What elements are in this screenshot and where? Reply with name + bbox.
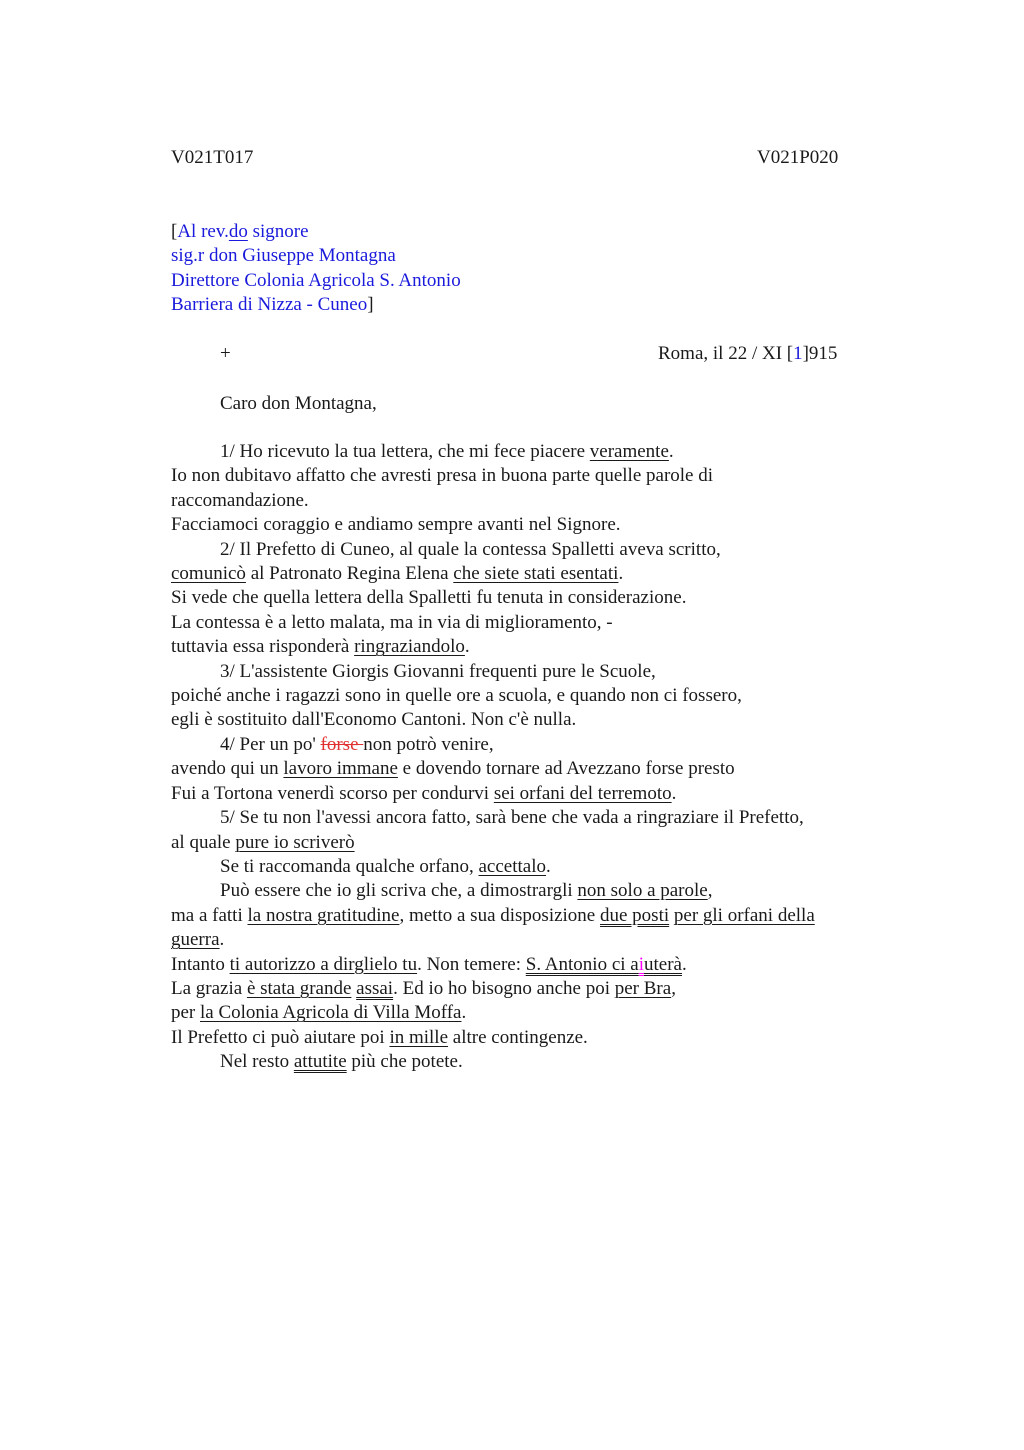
text-segment: non potrò venire, <box>363 733 494 755</box>
text-segment: la nostra gratitudine <box>247 904 400 926</box>
text-line <box>171 831 891 855</box>
text-line <box>171 953 891 977</box>
text-segment: lavoro immane <box>283 758 398 780</box>
text-line: Si vede che quella lettera della Spalletti fu tenuta in considerazione. <box>171 587 687 609</box>
text-line: poiché anche i ragazzi sono in quelle ore a scuola, e quando non ci fossero, <box>171 685 742 707</box>
address-line: Al rev. <box>177 221 229 242</box>
text-segment: ringraziandolo <box>354 636 465 658</box>
address-line: Direttore Colonia Agricola S. Antonio <box>171 269 461 291</box>
text-line: 5/ Se tu non l'avessi ancora fatto, sarà bene che vada a ringraziare il Prefetto, <box>220 807 804 829</box>
text-segment: , metto a sua disposizione <box>399 904 600 926</box>
text-segment <box>171 220 461 244</box>
text-segment: Se ti raccomanda qualche orfano, <box>220 855 479 877</box>
text-segment: . <box>671 782 677 804</box>
text-segment: veramente <box>589 441 669 462</box>
text-segment: ma a fatti <box>171 904 248 926</box>
text-segment: S. Antonio ci a <box>525 953 639 975</box>
text-segment: . Ed io ho bisogno anche poi <box>393 977 615 999</box>
text-line <box>171 1026 891 1050</box>
text-segment: e dovendo tornare ad Avezzano forse presto <box>397 758 735 780</box>
text-segment: . <box>668 441 674 462</box>
text-segment: Può essere che io gli scriva che, a dimostrargli <box>220 880 578 902</box>
text-segment: non solo a parole <box>577 880 708 902</box>
text-segment: per <box>171 1002 201 1024</box>
text-segment: ] <box>367 294 374 316</box>
text-segment: , <box>707 880 713 902</box>
text-segment: . <box>461 1002 467 1024</box>
salutation: Caro don Montagna, <box>220 393 377 414</box>
text-segment: [ <box>171 221 178 242</box>
text-segment: signore <box>247 221 309 242</box>
archive-code-right: V021P020 <box>757 147 839 168</box>
text-line: Io non dubitavo affatto che avresti presa in buona parte quelle parole di <box>171 465 714 487</box>
text-line: Facciamoci coraggio e andiamo sempre avanti nel Signore. <box>171 514 621 536</box>
text-line <box>171 440 891 464</box>
inserted-letter: i <box>638 953 644 975</box>
text-segment: . <box>681 953 687 975</box>
text-segment: che siete stati esentati <box>453 563 619 585</box>
text-segment: avendo qui un <box>171 758 284 780</box>
text-segment: Fui a Tortona venerdì scorso per condurvi <box>171 782 494 804</box>
text-segment: comunicò <box>171 563 246 585</box>
text-segment: al quale <box>171 831 236 853</box>
text-segment: attutite <box>293 1051 347 1073</box>
text-segment: pure io scriverò <box>235 831 355 853</box>
deleted-word: forse <box>320 733 364 755</box>
text-line <box>171 879 891 903</box>
text-segment: La grazia <box>171 977 247 999</box>
text-segment: assai <box>356 977 394 999</box>
text-segment: la Colonia Agricola di Villa Moffa <box>200 1002 462 1024</box>
text-segment: do <box>228 221 248 242</box>
text-segment: accettalo <box>478 855 547 877</box>
text-segment: due posti <box>600 904 670 926</box>
text-segment: 1/ Ho ricevuto la tua lettera, che mi fece piacere <box>220 441 590 462</box>
text-segment: sei orfani del terremoto <box>493 782 672 804</box>
text-line <box>171 928 891 952</box>
text-segment: guerra <box>171 929 220 951</box>
text-segment: Il Prefetto ci può aiutare poi <box>171 1026 390 1048</box>
text-line <box>171 757 891 781</box>
text-line <box>171 1050 891 1074</box>
archive-code-left: V021T017 <box>171 147 254 168</box>
text-segment: al Patronato Regina Elena <box>245 563 454 585</box>
text-segment: Intanto <box>171 953 230 975</box>
text-line <box>171 855 891 879</box>
address-block <box>171 220 461 318</box>
text-segment: , <box>671 977 676 999</box>
cross-mark: + <box>220 343 231 364</box>
text-line: 3/ L'assistente Giorgis Giovanni frequenti pure le Scuole, <box>220 660 656 682</box>
text-line <box>171 733 891 757</box>
address-line: Barriera di Nizza - Cuneo <box>171 294 368 316</box>
date-line: Roma, il 22 / XI [1]915 <box>658 343 838 364</box>
letter-body <box>171 440 891 1075</box>
text-segment: tuttavia essa risponderà <box>171 636 355 658</box>
text-segment: per Bra <box>614 977 672 999</box>
text-segment: uterà <box>644 953 682 975</box>
text-line <box>171 1001 891 1025</box>
text-segment: . <box>618 563 624 585</box>
text-line <box>171 635 891 659</box>
text-segment: . Non temere: <box>417 953 526 975</box>
text-segment <box>171 293 461 317</box>
text-line <box>171 904 891 928</box>
text-segment: 4/ Per un po' <box>220 733 321 755</box>
text-line <box>171 782 891 806</box>
text-line: egli è sostituito dall'Economo Cantoni. Non c'è nulla. <box>171 709 577 731</box>
text-line: raccomandazione. <box>171 489 309 511</box>
text-segment: ti autorizzo a dirglielo tu <box>229 953 418 975</box>
text-segment: . <box>219 929 225 951</box>
text-segment: per gli orfani della <box>673 904 815 926</box>
text-segment: è stata grande <box>246 977 352 999</box>
text-segment: altre contingenze. <box>448 1026 588 1048</box>
address-line: sig.r don Giuseppe Montagna <box>171 245 396 267</box>
text-segment: più che potete. <box>346 1051 463 1073</box>
text-line <box>171 562 891 586</box>
text-segment: . <box>546 855 551 877</box>
text-segment: Nel resto <box>220 1051 294 1073</box>
text-line: La contessa è a letto malata, ma in via di miglioramento, - <box>171 611 613 633</box>
text-segment: in mille <box>389 1026 449 1048</box>
text-segment: . <box>464 636 470 658</box>
text-line <box>171 977 891 1001</box>
text-line: 2/ Il Prefetto di Cuneo, al quale la contessa Spalletti aveva scritto, <box>220 538 721 560</box>
